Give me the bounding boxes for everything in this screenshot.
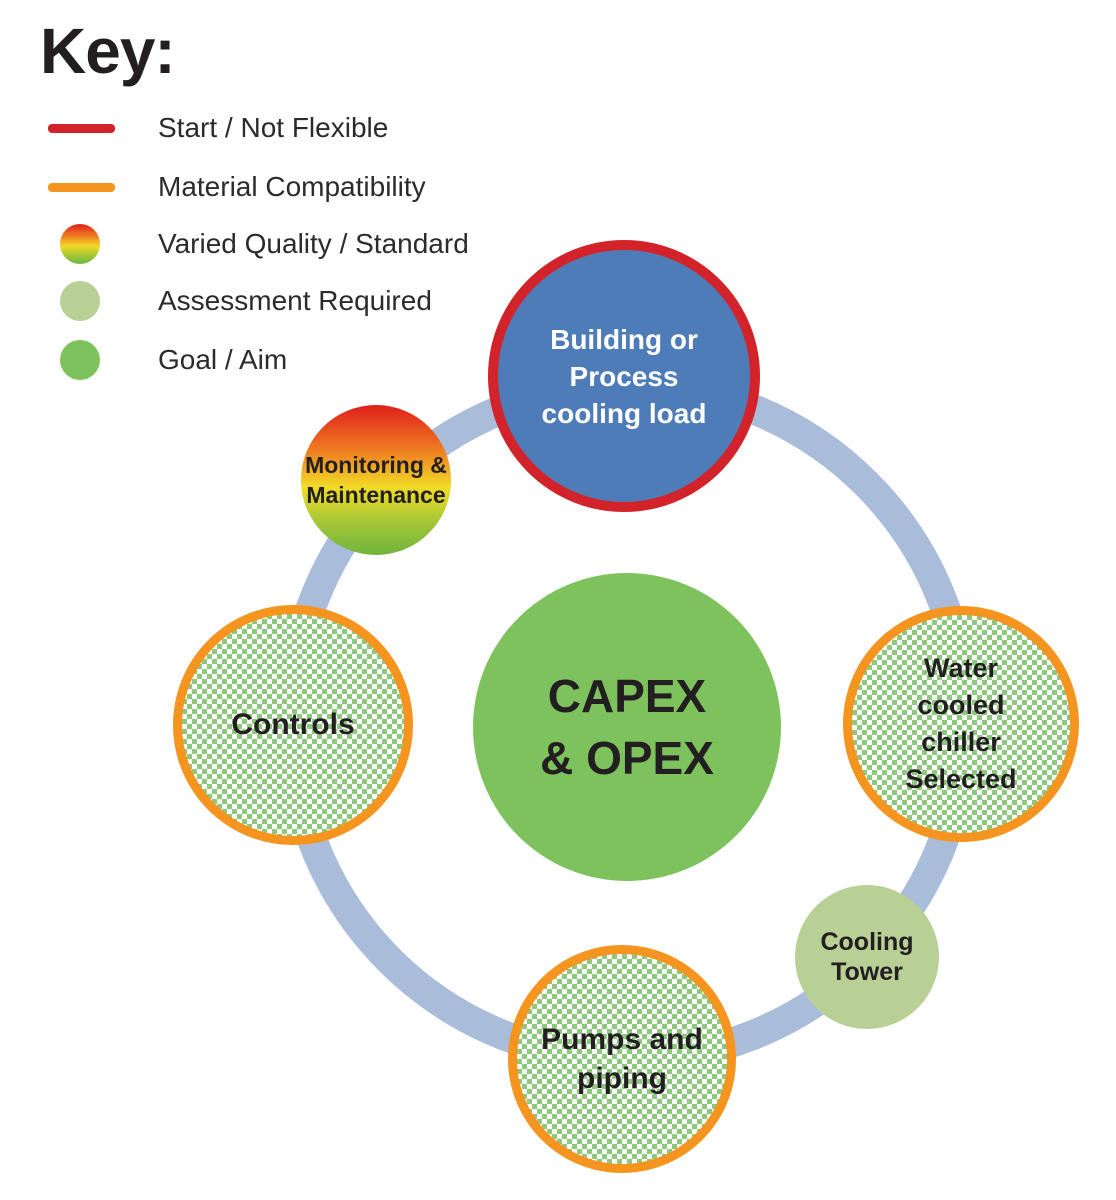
node-label-line: Process [569,360,679,392]
legend-label: Varied Quality / Standard [158,228,469,259]
green-circle-swatch [60,340,100,380]
node-label-line: Cooling Tower [820,928,914,986]
node-label-line: Pumps and [541,1023,703,1056]
node-label-line: cooled [917,690,1005,720]
node-monitoring-and-maintenance [301,405,451,555]
legend-label: Assessment Required [158,285,432,316]
legend-label: Goal / Aim [158,344,288,375]
legend-label: Material Compatibility [158,171,426,202]
legend-row-material-compatibility [48,171,426,203]
node-label-line: cooling load [541,397,707,429]
light-green-circle-swatch [60,281,100,321]
legend-title: Key: [40,15,175,87]
node-label-line: chiller [921,727,1001,757]
red-line-swatch [48,124,115,133]
node-building-or-process-cooling-load [488,240,760,512]
legend-row-goal-aim [48,340,287,380]
node-label-line: & OPEX [540,732,714,784]
node-label-line: Monitoring & [305,452,447,478]
node-cooling-tower [795,885,939,1029]
legend-row-start-not-flexible [48,112,388,144]
node-capex-opex-center [473,573,781,881]
orange-line-swatch [48,183,115,192]
legend-label: Start / Not Flexible [158,112,389,143]
legend-row-assessment-required [48,281,432,321]
node-label-line: Controls [231,708,355,741]
node-label-line: piping [577,1062,667,1095]
legend-row-varied-quality [48,224,469,264]
node-water-cooled-chiller-selected [843,606,1079,842]
node-label-line: Water [923,653,998,683]
node-controls [173,605,413,845]
node-label-line: Selected [905,764,1017,794]
node-label-line: Building or [550,323,698,355]
node-label-line: CAPEX [547,670,707,722]
gradient-circle-swatch [60,224,100,264]
node-pumps-and-piping [508,945,736,1173]
node-label-line: Maintenance [306,482,446,508]
